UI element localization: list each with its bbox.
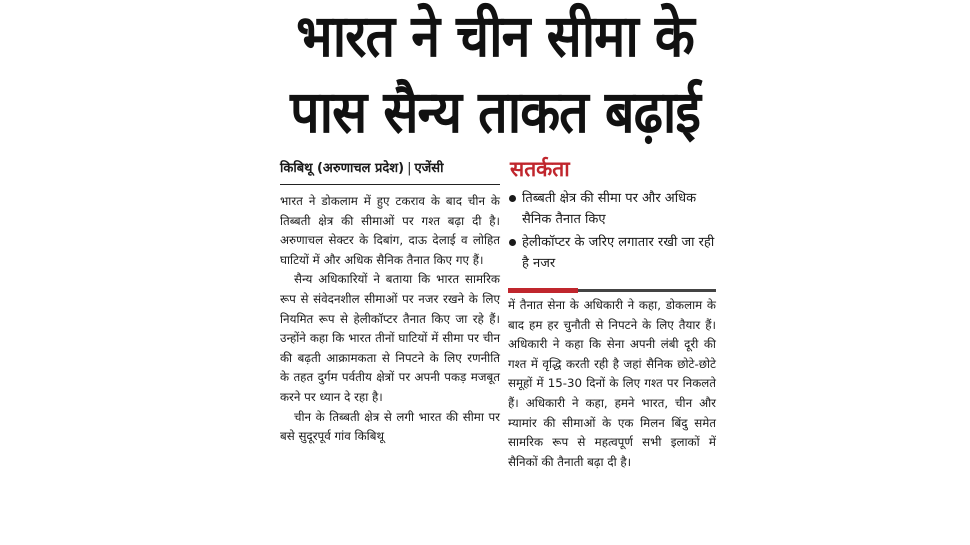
article-paragraph: में तैनात सेना के अधिकारी ने कहा, डोकलाम के बाद हम हर चुनौती से निपटने के लिए तैयार हैं। अधिकारी ने कहा कि सेना अपनी लंबी दूरी की गश्त में वृद्धि करती रही है जहां सैनिक छोटे-छोटे समूहों में 15-30 दिनों के लिए गश्त पर निकलते हैं। अधिकारी ने कहा, हमने भारत, चीन और म्यामांर की सीमाओं के एक मिलन बिंदु समेत सामरिक रूप से महत्वपूर्ण सभी इलाकों में सैनिकों की तैनाती बढ़ा दी है।	[508, 298, 716, 469]
sidebar-bullet-item	[508, 188, 716, 230]
dateline-rule	[280, 184, 500, 185]
bullet-icon	[509, 195, 516, 202]
article-column-left	[280, 192, 500, 447]
article-paragraph: सैन्य अधिकारियों ने बताया कि भारत सामरिक रूप से संवेदनशील सीमाओं पर नजर रखने के लिए नियमित रूप से हेलीकॉप्टर तैनात किए जा रहे हैं। उन्होंने कहा कि भारत तीनों घाटियों में सीमा पर चीन की बढ़ती आक्रामकता से निपटने के लिए रणनीति के तहत दुर्गम पर्वतीय क्षेत्रों पर अपनी पकड़ मजबूत करने पर ध्यान दे रहा है।	[280, 272, 500, 404]
sidebar-bullet-list	[508, 188, 716, 274]
article-paragraph: भारत ने डोकलाम में हुए टकराव के बाद चीन के तिब्बती क्षेत्र की सीमाओं पर गश्त बढ़ा दी है। अरुणाचल सेक्टर के दिबांग, दाऊ देलाई व लोहित घाटियों में और अधिक सैनिक तैनात किए गए हैं।	[280, 194, 500, 267]
bullet-icon	[509, 239, 516, 246]
news-clipping	[272, 0, 718, 545]
article-column-right	[508, 296, 716, 472]
sidebar-bullet-item	[508, 232, 716, 274]
sidebar-rule-accent	[508, 288, 578, 293]
sidebar-bullet-text: हेलीकॉप्टर के जरिए लगातार रखी जा रही है नजर	[522, 235, 715, 271]
headline-line-1: भारत ने चीन सीमा के	[296, 3, 694, 71]
dateline-agency: एजेंसी	[414, 161, 444, 176]
dateline-place: किबिथू (अरुणाचल प्रदेश)	[280, 161, 405, 176]
dateline	[280, 158, 500, 180]
sidebar-title: सतर्कता	[510, 157, 570, 181]
headline-line-2: पास सैन्य ताकत बढ़ाई	[290, 79, 700, 147]
sidebar-box	[508, 152, 716, 276]
article-paragraph: चीन के तिब्बती क्षेत्र से लगी भारत की सीमा पर बसे सुदूरपूर्व गांव किबिथू	[280, 409, 500, 444]
sidebar-bullet-text: तिब्बती क्षेत्र की सीमा पर और अधिक सैनिक तैनात किए	[522, 191, 697, 227]
dateline-separator: |	[407, 161, 412, 176]
